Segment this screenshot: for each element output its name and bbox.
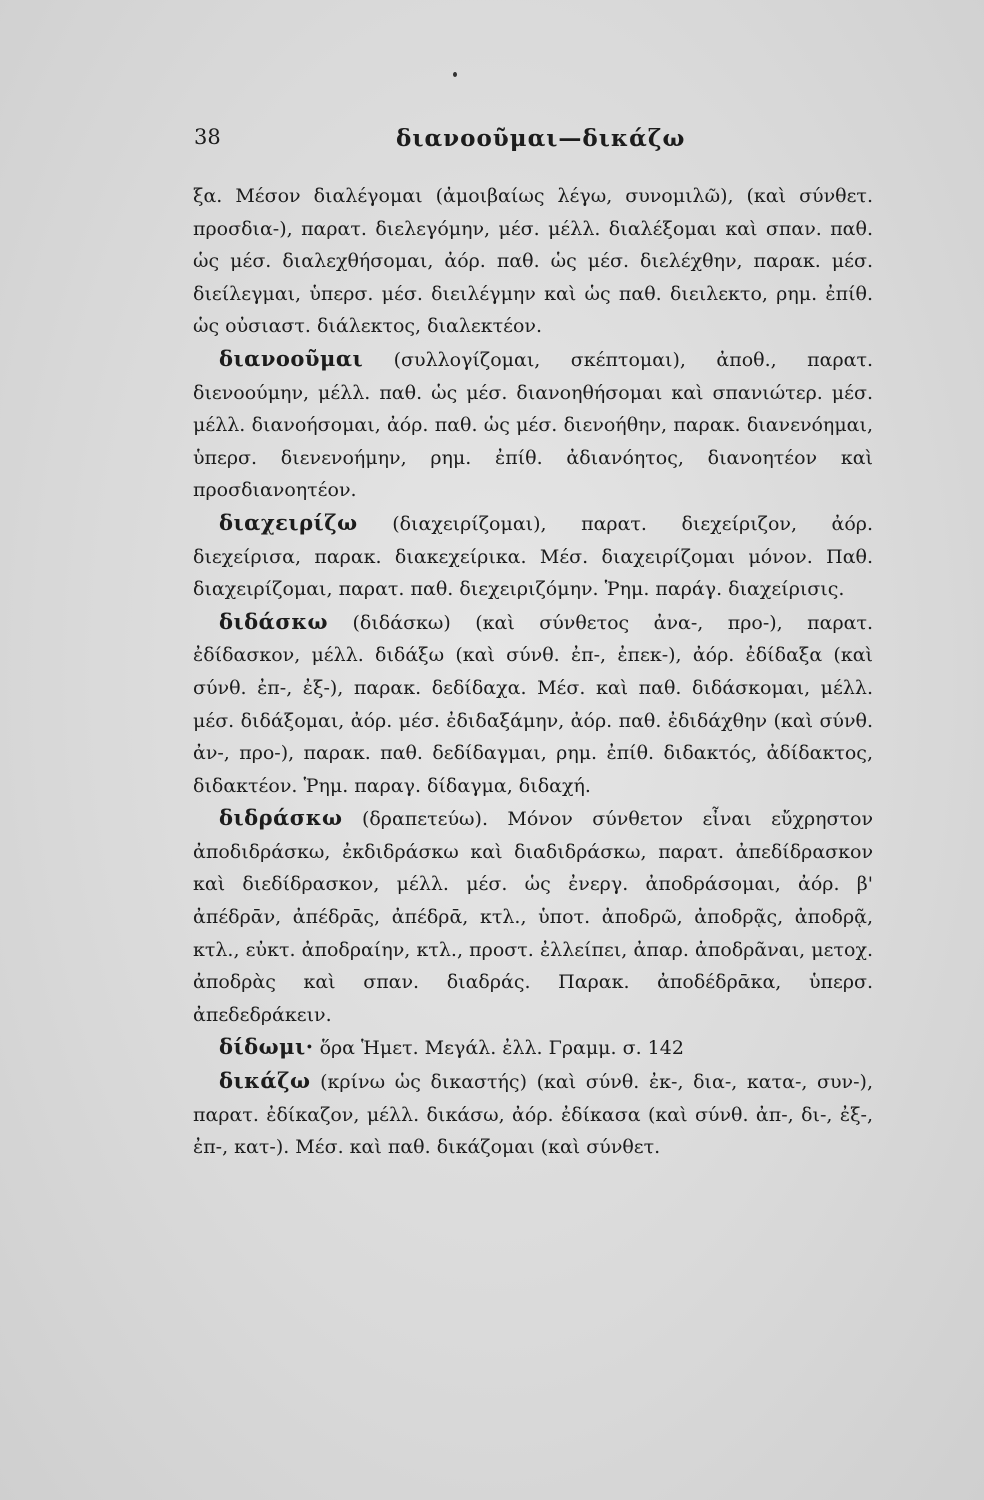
entry-didomi: [193, 1031, 873, 1065]
entry-text: (συλλογίζομαι, σκέπτομαι), ἀποθ., παρατ. διενοούμην, μέλλ. παθ. ὡς μέσ. διανοηθήσομαι καὶ σπανιώτερ. μέσ. μέλλ. διανοήσομαι, ἀόρ. παθ. ὡς μέσ. διενοήθην, παρακ. διανενόημαι, ὑπερσ. διενενοήμην, ρημ. ἐπίθ. ἀδιανόητος, διανοητέον καὶ προσδιανοητέον.: [193, 348, 873, 502]
entry-text: (διαχειρίζομαι), παρατ. διεχείριζον, ἀόρ. διεχείρισα, παρακ. διακεχείρικα. Μέσ. διαχειρίζομαι μόνον. Παθ. διαχειρίζομαι, παρατ. παθ. διεχειριζόμην. Ῥημ. παράγ. διαχείρισις.: [193, 512, 874, 601]
entry-headword: διαχειρίζω: [219, 509, 358, 535]
dictionary-text: [193, 180, 873, 1164]
entry-text: ὅρα Ἡμετ. Μεγάλ. ἐλλ. Γραμμ. σ. 142: [319, 1037, 684, 1060]
page-header: [0, 125, 984, 161]
page-number: 38: [194, 125, 221, 149]
entry-headword: δίδωμι·: [219, 1034, 314, 1060]
entry-headword: διδάσκω: [219, 608, 329, 634]
running-title: διανοοῦμαι—δικάζω: [396, 125, 686, 152]
entry-didasko: [193, 606, 873, 803]
entry-dikazo: [193, 1065, 873, 1164]
ink-speck: [453, 72, 457, 77]
entry-dianooumai: [193, 343, 873, 507]
entry-headword: διδράσκω: [219, 805, 343, 831]
entry-text: (κρίνω ὡς δικαστής) (καὶ σύνθ. ἐκ-, δια-, κατα-, συν-), παρατ. ἐδίκαζον, μέλλ. δικάσω, ἀόρ. ἐδίκασα (καὶ σύνθ. ἀπ-, δι-, ἐξ-, ἐπ-, κατ-). Μέσ. καὶ παθ. δικάζομαι (καὶ σύνθετ.: [193, 1071, 873, 1159]
entry-diacheirizo: [193, 507, 873, 606]
entry-headword: δικάζω: [219, 1068, 311, 1094]
entry-text: ξα. Μέσον διαλέγομαι (ἀμοιβαίως λέγω, συνομιλῶ), (καὶ σύνθετ. προσδια-), παρατ. διελεγόμην, μέσ. μέλλ. διαλέξομαι καὶ σπαν. παθ. ὡς μέσ. διαλεχθήσομαι, ἀόρ. παθ. ὡς μέσ. διελέχθην, παρακ. μέσ. διείλεγμαι, ὑπερσ. μέσ. διειλέγμην καὶ ὡς παθ. διειλεκτο, ρημ. ἐπίθ. ὡς οὐσιαστ. διάλεκτος, διαλεκτέον.: [193, 185, 873, 338]
entry-text: (διδάσκω) (καὶ σύνθετος ἀνα-, προ-), παρατ. ἐδίδασκον, μέλλ. διδάξω (καὶ σύνθ. ἐπ-, ἐπεκ-), ἀόρ. ἐδίδαξα (καὶ σύνθ. ἐπ-, ἐξ-), παρακ. δεδίδαχα. Μέσ. καὶ παθ. διδάσκομαι, μέλλ. μέσ. διδάξομαι, ἀόρ. μέσ. ἐδιδαξάμην, ἀόρ. παθ. ἐδιδάχθην (καὶ σύνθ. ἀν-, προ-), παρακ. παθ. δεδίδαγμαι, ρημ. ἐπίθ. διδακτός, ἀδίδακτος, διδακτέον. Ῥημ. παραγ. δίδαγμα, διδαχή.: [193, 611, 873, 797]
entry-headword: διανοοῦμαι: [219, 345, 364, 371]
entry-continuation: [193, 180, 873, 343]
entry-didrasko: [193, 802, 873, 1031]
entry-text: (δραπετεύω). Μόνον σύνθετον εἶναι εὔχρηστον ἀποδιδράσκω, ἐκδιδράσκω καὶ διαδιδράσκω, παρατ. ἀπεδίδρασκον καὶ διεδίδρασκον, μέλλ. μέσ. ὡς ἐνεργ. ἀποδράσομαι, ἀόρ. β' ἀπέδρᾱν, ἀπέδρᾱς, ἀπέδρᾱ, κτλ., ὑποτ. ἀποδρῶ, ἀποδρᾷς, ἀποδρᾷ, κτλ., εὐκτ. ἀποδραίην, κτλ., προστ. ἐλλείπει, ἀπαρ. ἀποδρᾶναι, μετοχ. ἀποδρὰς καὶ σπαν. διαδράς. Παρακ. ἀποδέδρᾱκα, ὑπερσ. ἀπεδεδράκειν.: [193, 808, 873, 1026]
